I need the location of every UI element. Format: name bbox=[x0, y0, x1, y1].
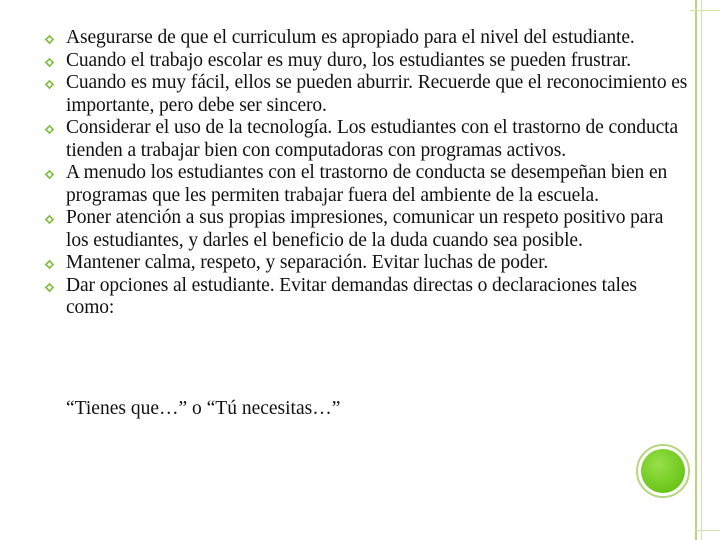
frame-line-top bbox=[690, 10, 720, 11]
example-phrases: “Tienes que…” o “Tú necesitas…” bbox=[66, 398, 341, 419]
hollow-diamond-icon bbox=[44, 169, 55, 180]
hollow-diamond-icon bbox=[44, 259, 55, 270]
bullet-text: Mantener calma, respeto, y separación. Evitar luchas de poder. bbox=[66, 252, 549, 273]
list-item bbox=[44, 275, 689, 320]
list-item bbox=[44, 207, 689, 252]
bullet-text: A menudo los estudiantes con el trastorno de conducta se desempeñan bien en programas que les permiten trabajar fuera del ambiente de la escuela. bbox=[66, 162, 668, 206]
hollow-diamond-icon bbox=[44, 124, 55, 135]
frame-line-right-inner bbox=[701, 0, 702, 540]
hollow-diamond-icon bbox=[44, 214, 55, 225]
hollow-diamond-icon bbox=[44, 282, 55, 293]
bullet-text: Considerar el uso de la tecnología. Los estudiantes con el trastorno de conducta tienden a trabajar bien con computadoras con programas activos. bbox=[66, 117, 679, 161]
list-item bbox=[44, 50, 689, 73]
bullet-text: Poner atención a sus propias impresiones, comunicar un respeto positivo para los estudiantes, y darles el beneficio de la duda cuando sea posible. bbox=[66, 207, 664, 251]
hollow-diamond-icon bbox=[44, 57, 55, 68]
list-item bbox=[44, 72, 689, 117]
hollow-diamond-icon bbox=[44, 34, 55, 45]
bullet-text: Asegurarse de que el curriculum es apropiado para el nivel del estudiante. bbox=[66, 27, 635, 48]
list-item bbox=[44, 252, 689, 275]
bullet-text: Cuando es muy fácil, ellos se pueden aburrir. Recuerde que el reconocimiento es importante, pero debe ser sincero. bbox=[66, 72, 688, 116]
hollow-diamond-icon bbox=[44, 79, 55, 90]
list-item bbox=[44, 162, 689, 207]
frame-line-bottom bbox=[695, 530, 720, 531]
bullet-text: Cuando el trabajo escolar es muy duro, los estudiantes se pueden frustrar. bbox=[66, 49, 631, 71]
bullet-text: Dar opciones al estudiante. Evitar demandas directas o declaraciones tales como: bbox=[66, 274, 637, 318]
frame-line-right bbox=[695, 0, 697, 540]
list-item bbox=[44, 117, 689, 162]
decorative-circle-icon bbox=[641, 449, 685, 493]
bullet-list bbox=[44, 27, 689, 320]
list-item bbox=[44, 27, 689, 50]
